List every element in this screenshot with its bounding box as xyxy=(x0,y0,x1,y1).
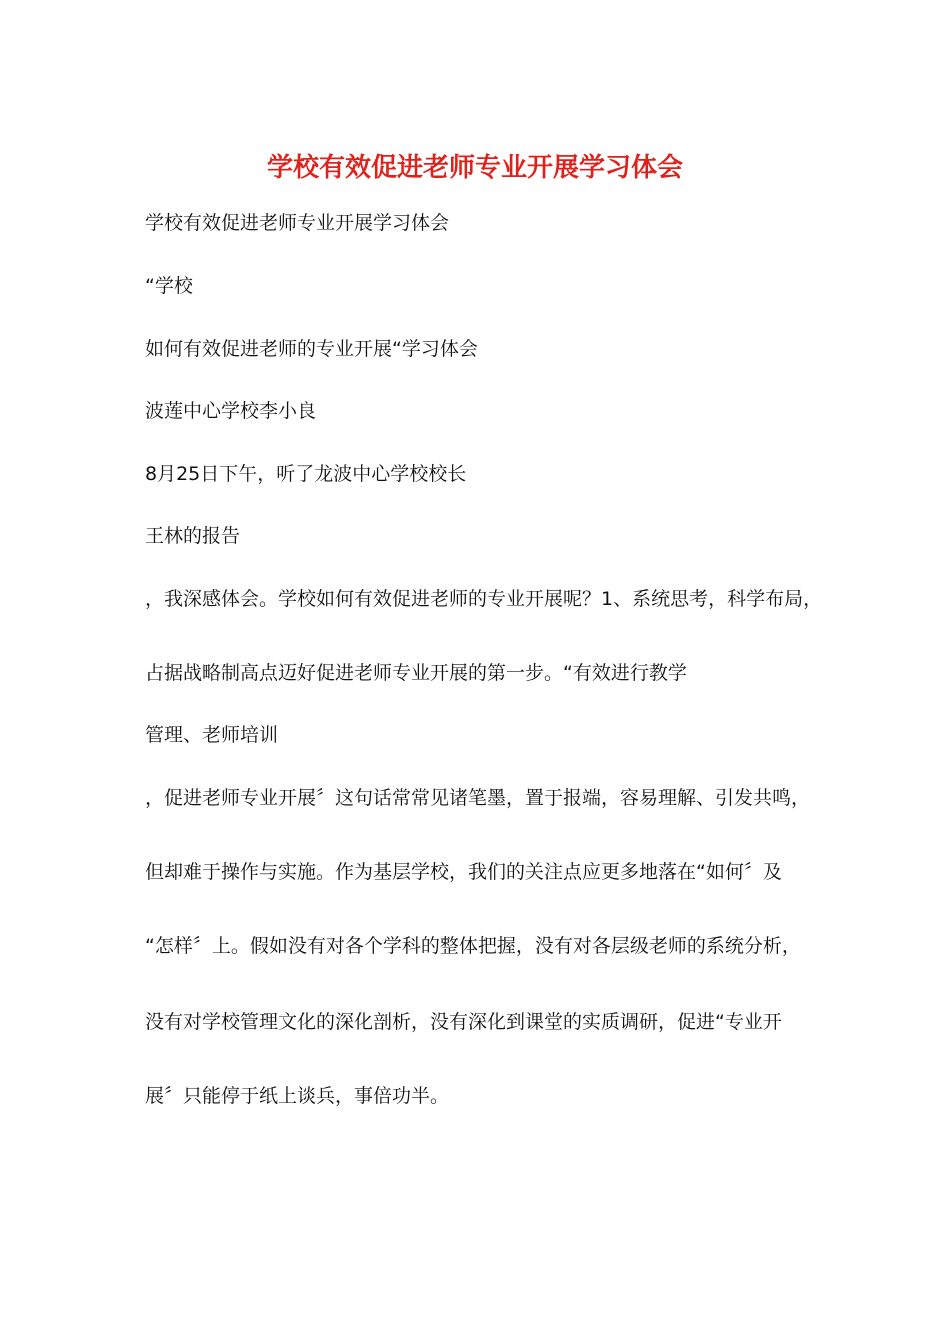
paragraph-line: “怎样〞上。假如没有对各个学科的整体把握，没有对各层级老师的系统分析， xyxy=(145,935,801,957)
paragraph-line: 没有对学校管理文化的深化剖析，没有深化到课堂的实质调研，促进“专业开 xyxy=(145,1011,782,1033)
paragraph-line: 但却难于操作与实施。作为基层学校，我们的关注点应更多地落在“如何〞及 xyxy=(145,861,782,883)
document-title: 学校有效促进老师专业开展学习体会 xyxy=(266,153,683,183)
paragraph-line: ，促进老师专业开展〞这句话常常见诸笔墨，置于报端，容易理解、引发共鸣， xyxy=(145,787,811,809)
paragraph-line: ，我深感体会。学校如何有效促进老师的专业开展呢？1、系统思考，科学布局， xyxy=(145,588,823,610)
paragraph-line: 学校有效促进老师专业开展学习体会 xyxy=(145,212,450,234)
paragraph-line: “学校 xyxy=(145,275,193,297)
paragraph-line: 8月25日下午，听了龙波中心学校校长 xyxy=(145,463,467,485)
paragraph-line: 占据战略制高点迈好促进老师专业开展的第一步。“有效进行教学 xyxy=(145,662,687,684)
paragraph-line: 王林的报告 xyxy=(145,525,241,547)
paragraph-line: 展〞只能停于纸上谈兵，事倍功半。 xyxy=(145,1085,450,1107)
paragraph-line: 如何有效促进老师的专业开展“学习体会 xyxy=(145,338,478,360)
paragraph-line: 管理、老师培训 xyxy=(145,724,279,746)
paragraph-line: 波莲中心学校李小良 xyxy=(145,400,317,422)
